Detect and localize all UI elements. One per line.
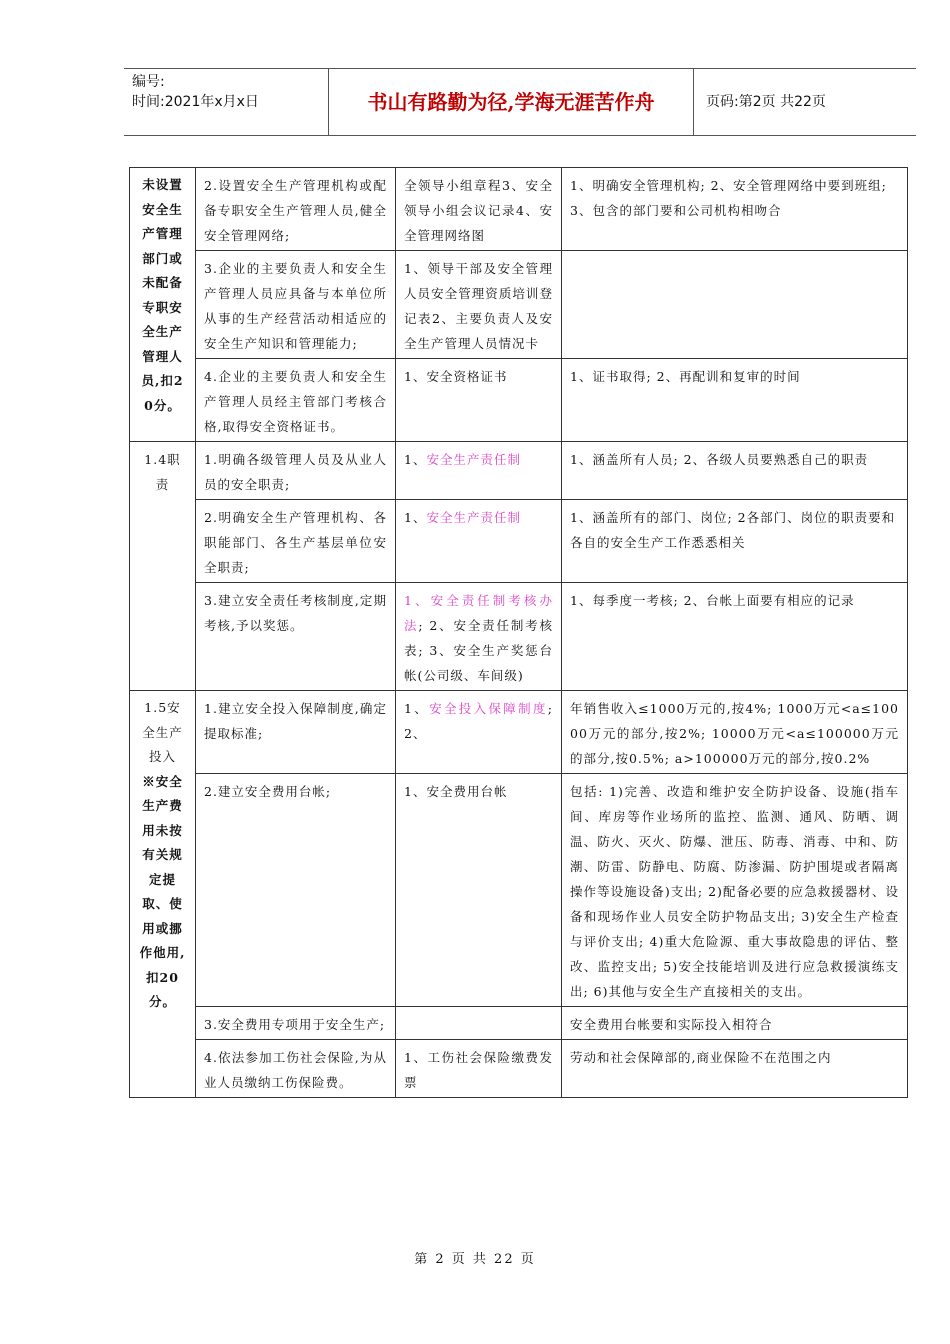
category-cell xyxy=(130,168,196,442)
category-penalty: ※安全生产费用未按有关规定提取、使用或挪作他用,扣20分。 xyxy=(139,773,186,1009)
table-row xyxy=(130,691,908,774)
evidence-rest: ; 2、 xyxy=(404,701,553,741)
requirement-cell: 3.建立安全责任考核制度,定期考核,予以奖惩。 xyxy=(196,583,396,691)
evidence-rest: ; 2、安全责任制考核表; 3、安全生产奖惩台帐(公司级、车间级) xyxy=(404,618,553,683)
evidence-cell: 1、领导干部及安全管理人员安全管理资质培训登记表2、主要负责人及安全生产管理人员情况卡 xyxy=(396,251,562,359)
evidence-prefix: 1、 xyxy=(404,510,427,525)
table-row xyxy=(130,1040,908,1098)
evidence-highlight: 安全生产责任制 xyxy=(426,452,521,467)
notes-cell: 包括: 1)完善、改造和维护安全防护设备、设施(指车间、库房等作业场所的监控、监测、通风、防晒、调温、防火、灭火、防爆、泄压、防毒、消毒、中和、防潮、防雷、防静电、防腐、防渗漏、防护围堤或者隔离操作等设施设备)支出; 2)配备必要的应急救援器材、设备和现场作业人员安全防护物品支出; 3)安全生产检查与评价支出; 4)重大危险源、重大事故隐患的评估、整改、监控支出; 5)安全技能培训及进行应急救援演练支出; 6)其他与安全生产直接相关的支出。 xyxy=(562,774,908,1007)
table-row xyxy=(130,583,908,691)
notes-cell: 1、涵盖所有的部门、岗位; 2各部门、岗位的职责要和各自的安全生产工作悉悉相关 xyxy=(562,500,908,583)
table-row xyxy=(130,359,908,442)
evidence-cell xyxy=(396,691,562,774)
evidence-cell: 1、安全费用台帐 xyxy=(396,774,562,1007)
page-footer: 第 2 页 共 22 页 xyxy=(414,1252,536,1267)
requirement-cell: 1.明确各级管理人员及从业人员的安全职责; xyxy=(196,442,396,500)
document-number-label: 编号: xyxy=(132,74,165,90)
category-cell xyxy=(130,691,196,1098)
requirement-cell: 4.依法参加工伤社会保险,为从业人员缴纳工伤保险费。 xyxy=(196,1040,396,1098)
evidence-cell xyxy=(396,1007,562,1040)
evidence-cell: 全领导小组章程3、安全领导小组会议记录4、安全管理网络图 xyxy=(396,168,562,251)
evidence-highlight: 1、安全责任制考核办法 xyxy=(404,593,553,633)
header-motto: 书山有路勤为径,学海无涯苦作舟 xyxy=(367,90,655,114)
requirement-cell: 2.设置安全生产管理机构或配备专职安全生产管理人员,健全安全管理网络; xyxy=(196,168,396,251)
notes-cell: 1、每季度一考核; 2、台帐上面要有相应的记录 xyxy=(562,583,908,691)
evidence-cell xyxy=(396,500,562,583)
table-row xyxy=(130,774,908,1007)
requirement-cell: 2.建立安全费用台帐; xyxy=(196,774,396,1007)
requirement-cell: 4.企业的主要负责人和安全生产管理人员经主管部门考核合格,取得安全资格证书。 xyxy=(196,359,396,442)
requirement-cell: 3.企业的主要负责人和安全生产管理人员应具备与本单位所从事的生产经营活动相适应的安全生产知识和管理能力; xyxy=(196,251,396,359)
header-meta xyxy=(124,69,328,135)
table-row xyxy=(130,251,908,359)
evidence-prefix: 1、 xyxy=(404,452,427,467)
header-page-number: 页码:第2页 共22页 xyxy=(706,94,826,110)
evidence-prefix: 1、 xyxy=(404,701,430,716)
notes-cell: 1、明确安全管理机构; 2、安全管理网络中要到班组; 3、包含的部门要和公司机构相吻合 xyxy=(562,168,908,251)
notes-cell: 安全费用台帐要和实际投入相符合 xyxy=(562,1007,908,1040)
notes-cell: 劳动和社会保障部的,商业保险不在范围之内 xyxy=(562,1040,908,1098)
evidence-highlight: 安全生产责任制 xyxy=(426,510,521,525)
evidence-cell xyxy=(396,583,562,691)
category-cell: 1.4职责 xyxy=(130,442,196,691)
table-row xyxy=(130,500,908,583)
notes-cell: 年销售收入≤1000万元的,按4%; 1000万元<a≤10000万元的部分,按2%; 10000万元<a≤100000万元的部分,按0.5%; a>100000万元的部分,按0.2% xyxy=(562,691,908,774)
requirement-cell: 1.建立安全投入保障制度,确定提取标准; xyxy=(196,691,396,774)
document-time-label: 时间:2021年x月x日 xyxy=(132,94,259,110)
table-row xyxy=(130,168,908,251)
requirement-cell: 3.安全费用专项用于安全生产; xyxy=(196,1007,396,1040)
evidence-cell xyxy=(396,442,562,500)
notes-cell xyxy=(562,251,908,359)
requirement-cell: 2.明确安全生产管理机构、各职能部门、各生产基层单位安全职责; xyxy=(196,500,396,583)
table-row xyxy=(130,1007,908,1040)
safety-standard-table xyxy=(129,167,908,1098)
page-header xyxy=(124,68,916,136)
category-penalty: 未设置安全生产管理部门或未配备专职安全生产管理人员,扣20分。 xyxy=(141,177,184,413)
evidence-cell: 1、安全资格证书 xyxy=(396,359,562,442)
evidence-cell: 1、工伤社会保险缴费发票 xyxy=(396,1040,562,1098)
table-row xyxy=(130,442,908,500)
category-title: 1.5安全生产投入 xyxy=(142,700,183,764)
notes-cell: 1、涵盖所有人员; 2、各级人员要熟悉自己的职责 xyxy=(562,442,908,500)
evidence-highlight: 安全投入保障制度 xyxy=(429,701,548,716)
notes-cell: 1、证书取得; 2、再配训和复审的时间 xyxy=(562,359,908,442)
